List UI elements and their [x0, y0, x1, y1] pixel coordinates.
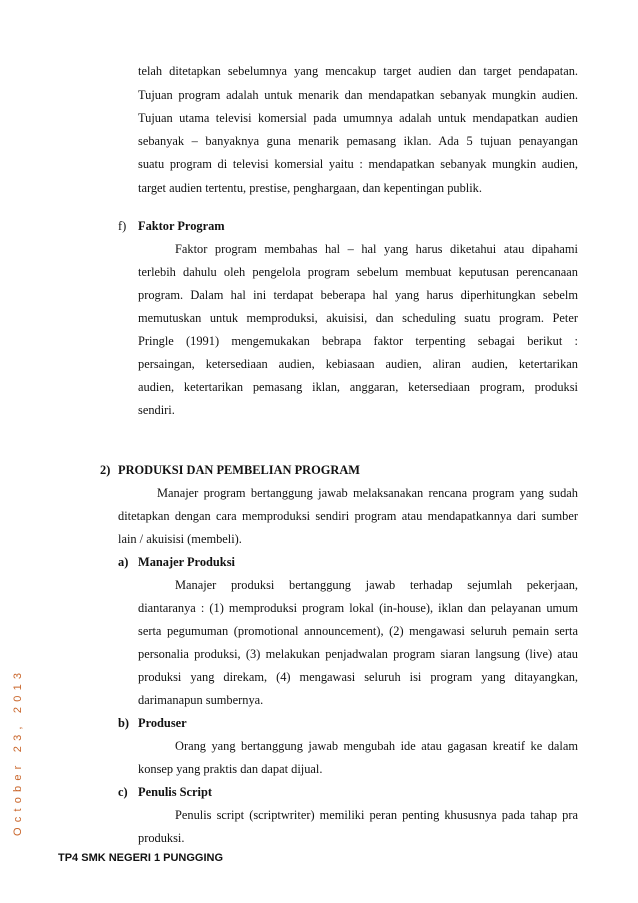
text-line: Faktor program membahas hal – hal yang harus diketahui atau dipahami — [175, 242, 578, 256]
text-line: ditetapkan dengan cara memproduksi sendiri program atau mendapatkannya dari sumber — [118, 509, 578, 523]
text-line: produksi. — [138, 831, 185, 845]
text-line: Manajer produksi bertanggung jawab terhadap sejumlah pekerjaan, — [175, 578, 578, 592]
text-line: memutuskan untuk memproduksi, akuisisi, dan scheduling suatu program. Peter — [138, 311, 578, 325]
text-line: Manajer program bertanggung jawab melaksanakan rencana program yang sudah — [157, 486, 578, 500]
text-line: Pringle (1991) mengemukakan bebrapa faktor terpenting sebagai berikut : — [138, 334, 578, 348]
page-footer: TP4 SMK NEGERI 1 PUNGGING — [58, 852, 224, 864]
text-line: Tujuan utama televisi komersial pada umumnya adalah untuk mendapatkan audien — [138, 111, 578, 125]
text-line: persaingan, ketersediaan audien, kebiasaan audien, aliran audien, ketertarikan — [138, 357, 578, 371]
text-line: sebanyak – banyaknya guna menarik pemasang iklan. Ada 5 tujuan penayangan — [138, 134, 578, 148]
text-line: telah ditetapkan sebelumnya yang mencakup target audien dan target pendapatan. — [138, 64, 578, 78]
text-line: terlebih dahulu oleh pengelola program sebelum membuat keputusan perencanaan — [138, 265, 578, 279]
text-line: program. Dalam hal ini terdapat beberapa hal yang harus diperhitungkan sebelm — [138, 288, 578, 302]
text-line: sendiri. — [138, 403, 175, 417]
text-line: audien, ketertarikan pemasang iklan, anggaran, ketersediaan program, produksi — [138, 380, 578, 394]
section-heading: Produser — [138, 716, 187, 730]
text-line: personalia produksi, (3) melakukan penjadwalan program siaran langsung (live) atau — [138, 647, 578, 661]
text-line: konsep yang praktis dan dapat dijual. — [138, 762, 323, 776]
sidebar-date: October 23, 2013 — [12, 667, 24, 836]
list-marker: c) — [118, 785, 128, 799]
text-line: Tujuan program adalah untuk menarik dan mendapatkan sebanyak mungkin audien. — [138, 88, 578, 102]
section-heading: Penulis Script — [138, 785, 213, 799]
text-line: suatu program di televisi komersial yaitu : mendapatkan sebanyak mungkin audien, — [138, 157, 578, 171]
section-heading: Manajer Produksi — [138, 555, 235, 569]
text-line: serta pegumuman (promotional announcement), (2) mengawasi seluruh pemain serta — [138, 624, 578, 638]
text-line: lain / akuisisi (membeli). — [118, 532, 242, 546]
text-line: target audien tertentu, prestise, penghargaan, dan kepentingan publik. — [138, 181, 482, 195]
text-line: Penulis script (scriptwriter) memiliki peran penting khususnya pada tahap pra — [175, 808, 578, 822]
text-line: produksi yang direkam, (4) mengawasi seluruh isi program yang ditayangkan, — [138, 670, 578, 684]
list-marker: b) — [118, 716, 130, 730]
section-heading: PRODUKSI DAN PEMBELIAN PROGRAM — [118, 463, 360, 477]
text-line: darimanapun sumbernya. — [138, 693, 264, 707]
list-marker: 2) — [100, 463, 111, 477]
text-line: Orang yang bertanggung jawab mengubah ide atau gagasan kreatif ke dalam — [175, 739, 578, 753]
text-line: diantaranya : (1) memproduksi program lokal (in-house), iklan dan pelayanan umum — [138, 601, 578, 615]
section-heading: Faktor Program — [138, 219, 225, 233]
list-marker: f) — [118, 219, 127, 233]
list-marker: a) — [118, 555, 129, 569]
